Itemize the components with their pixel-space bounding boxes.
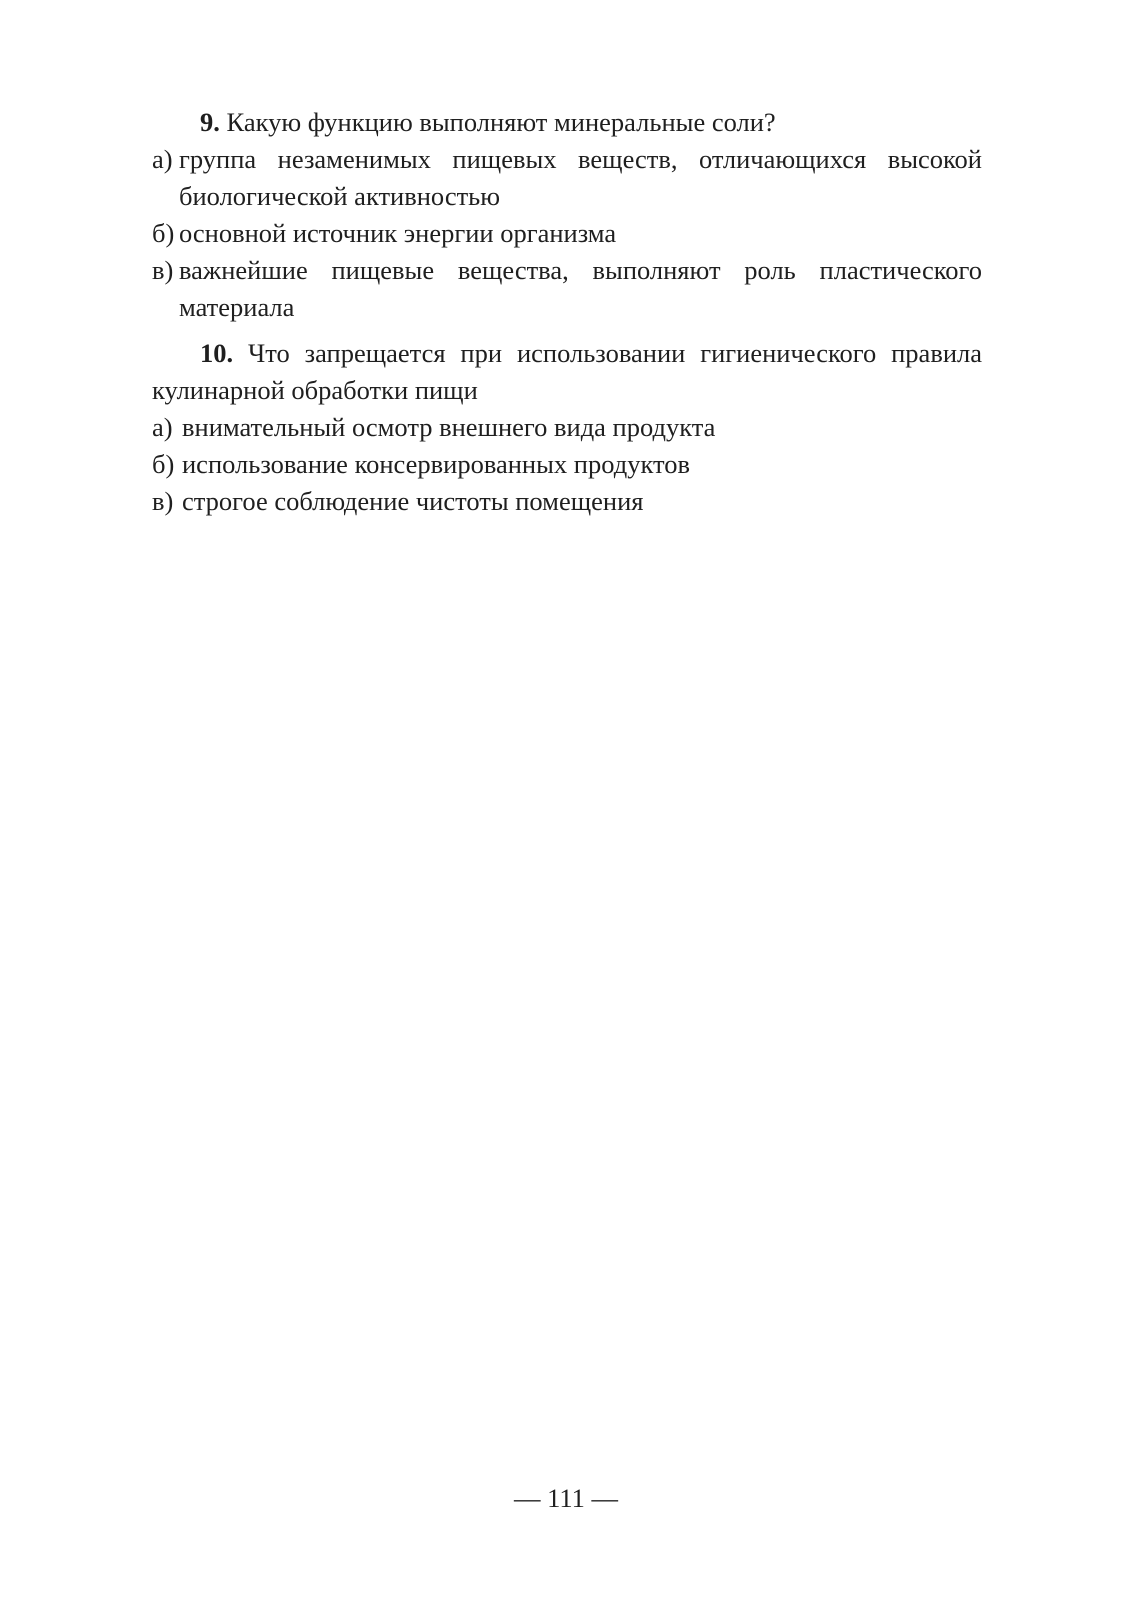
answer-option-a [152,141,982,215]
question-number: 10. [200,338,234,368]
question-9 [152,104,982,326]
answer-option-b [152,215,982,252]
answer-letter: в) [152,255,174,285]
question-number: 9. [200,107,220,137]
answer-list [152,141,982,326]
page-content [152,104,982,520]
answer-option-b [152,446,982,483]
answer-option-c [152,483,982,520]
answer-text: основной источник энергии организма [179,218,617,248]
answer-letter: в) [152,486,174,516]
question-title [152,335,982,409]
answer-option-c [152,252,982,326]
answer-letter: б) [152,218,175,248]
answer-text: группа незаменимых пищевых веществ, отличающихся высокой биологической активностью [179,144,982,211]
answer-text: важнейшие пищевые вещества, выполняют роль пластического материала [179,255,982,322]
answer-list [152,409,982,520]
answer-option-a [152,409,982,446]
question-title [152,104,982,141]
answer-letter: а) [152,412,173,442]
page-number: — 111 — [513,1483,619,1513]
answer-text: использование консервированных продуктов [182,449,690,479]
question-text: Какую функцию выполняют минеральные соли? [226,107,776,137]
answer-letter: а) [152,144,173,174]
question-10 [152,335,982,520]
question-text: Что запрещается при использовании гигиенического правила кулинарной обработки пищи [152,338,982,405]
answer-text: строгое соблюдение чистоты помещения [182,486,644,516]
answer-text: внимательный осмотр внешнего вида продукта [182,412,716,442]
answer-letter: б) [152,449,175,479]
